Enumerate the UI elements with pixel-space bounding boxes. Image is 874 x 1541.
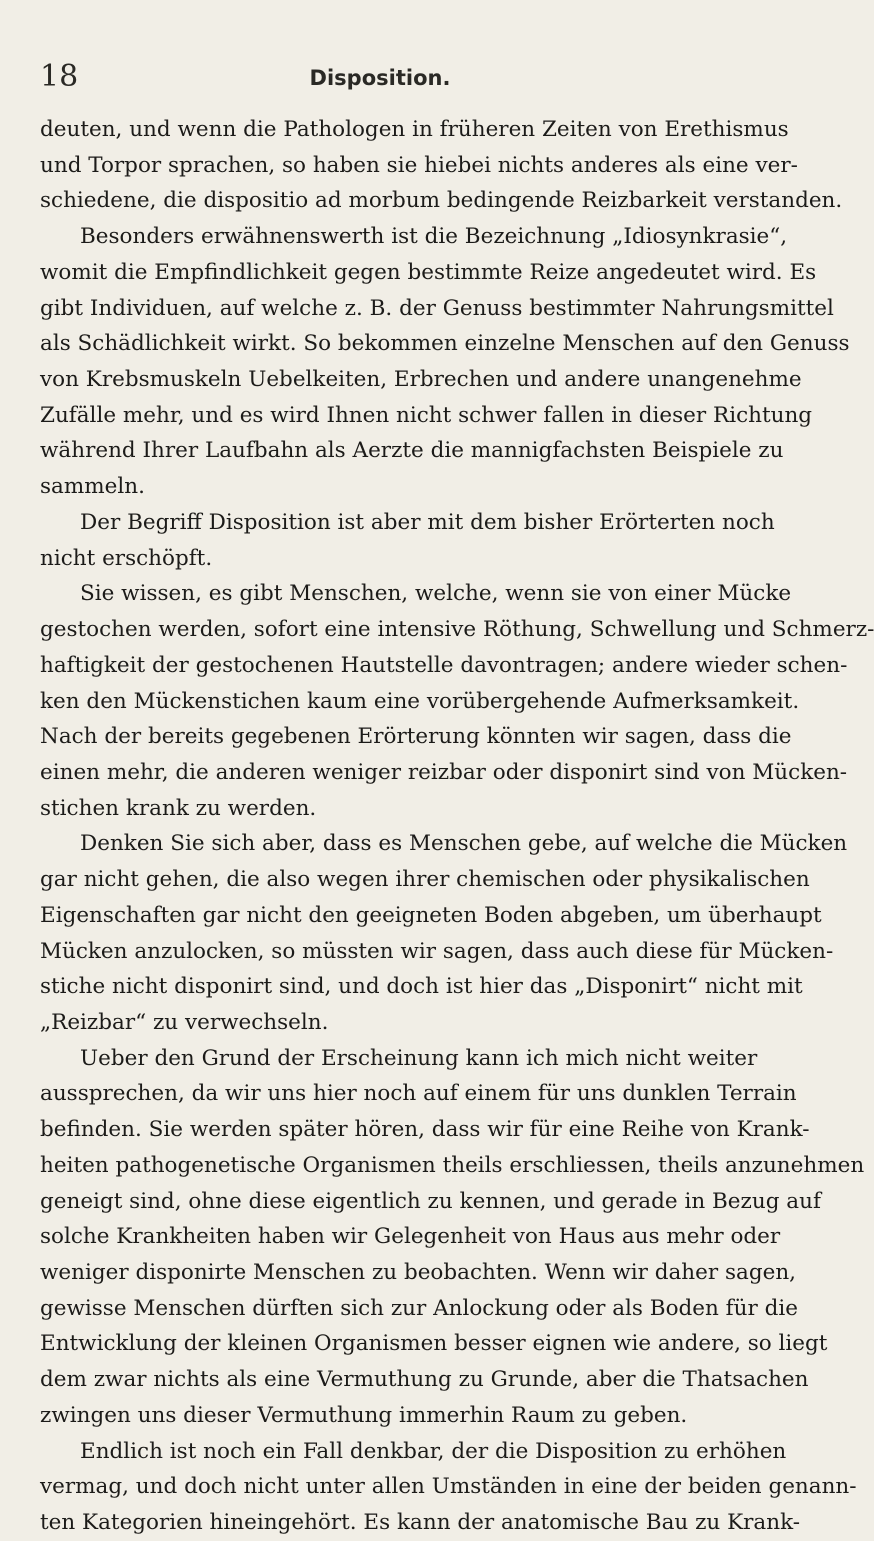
text-line: nicht erschöpft. [40,545,213,571]
text-line: vermag, und doch nicht unter allen Umständen in eine der beiden genann- [40,1474,857,1500]
text-line: während Ihrer Laufbahn als Aerzte die mannigfachsten Beispiele zu [40,438,784,464]
text-line: Zufälle mehr, und es wird Ihnen nicht schwer fallen in dieser Richtung [40,402,813,428]
text-line: sammeln. [40,474,145,500]
text-line: Eigenschaften gar nicht den geeigneten Boden abgeben, um überhaupt [40,902,822,928]
text-line: Besonders erwähnenswerth ist die Bezeichnung „Idiosynkrasie“, [80,224,788,250]
text-line: befinden. Sie werden später hören, dass wir für eine Reihe von Krank- [40,1117,810,1143]
text-line: Endlich ist noch ein Fall denkbar, der die Disposition zu erhöhen [80,1438,787,1464]
text-line: weniger disponirte Menschen zu beobachten. Wenn wir daher sagen, [40,1260,796,1285]
text-line: aussprechen, da wir uns hier noch auf einem für uns dunklen Terrain [40,1081,797,1107]
text-line: „Reizbar“ zu verwechseln. [40,1009,329,1035]
text-line: Mücken anzulocken, so müssten wir sagen, dass auch diese für Mücken- [40,938,834,964]
text-line: stiche nicht disponirt sind, und doch ist hier das „Disponirt“ nicht mit [40,974,803,1000]
text-line: Denken Sie sich aber, dass es Menschen gebe, auf welche die Mücken [80,831,848,857]
text-line: haftigkeit der gestochenen Hautstelle davontragen; andere wieder schen- [40,652,848,678]
body-text [40,112,874,1541]
text-line: ken den Mückenstichen kaum eine vorübergehende Aufmerksamkeit. [40,688,800,714]
text-line: zwingen uns dieser Vermuthung immerhin Raum zu geben. [40,1402,688,1428]
page-header [40,52,720,92]
text-line: solche Krankheiten haben wir Gelegenheit von Haus aus mehr oder [40,1224,781,1250]
text-line: heiten pathogenetische Organismen theils erschliessen, theils anzunehmen [40,1152,865,1178]
text-line: gar nicht gehen, die also wegen ihrer chemischen oder physikalischen [40,867,810,893]
text-line: Ueber den Grund der Erscheinung kann ich mich nicht weiter [80,1045,758,1071]
text-line: dem zwar nichts als eine Vermuthung zu Grunde, aber die Thatsachen [40,1367,809,1393]
page-number: 18 [40,59,79,94]
running-head: Disposition. [309,66,451,90]
text-line: und Torpor sprachen, so haben sie hiebei nichts anderes als eine ver- [40,152,798,178]
text-line: Der Begriff Disposition ist aber mit dem bisher Erörterten noch [80,509,775,535]
text-line: gewisse Menschen dürften sich zur Anlockung oder als Boden für die [40,1295,798,1321]
text-line: deuten, und wenn die Pathologen in früheren Zeiten von Erethismus [40,117,789,142]
text-line: womit die Empfindlichkeit gegen bestimmte Reize angedeutet wird. Es [40,259,817,285]
text-line: Sie wissen, es gibt Menschen, welche, wenn sie von einer Mücke [80,581,792,607]
text-line: Nach der bereits gegebenen Erörterung könnten wir sagen, dass die [40,724,792,750]
text-line: geneigt sind, ohne diese eigentlich zu kennen, und gerade in Bezug auf [40,1188,821,1214]
text-line: gibt Individuen, auf welche z. B. der Genuss bestimmter Nahrungsmittel [40,295,834,321]
text-line: stichen krank zu werden. [40,795,317,821]
text-line: von Krebsmuskeln Uebelkeiten, Erbrechen und andere unangenehme [40,367,802,393]
text-line: schiedene, die dispositio ad morbum bedingende Reizbarkeit verstanden. [40,188,843,214]
text-line: gestochen werden, sofort eine intensive Röthung, Schwellung und Schmerz- [40,617,874,643]
text-line: Entwicklung der kleinen Organismen besser eignen wie andere, so liegt [40,1331,828,1357]
text-line: ten Kategorien hineingehört. Es kann der anatomische Bau zu Krank- [40,1510,801,1536]
text-line: als Schädlichkeit wirkt. So bekommen einzelne Menschen auf den Genuss [40,331,850,357]
text-line: einen mehr, die anderen weniger reizbar oder disponirt sind von Mücken- [40,759,848,785]
